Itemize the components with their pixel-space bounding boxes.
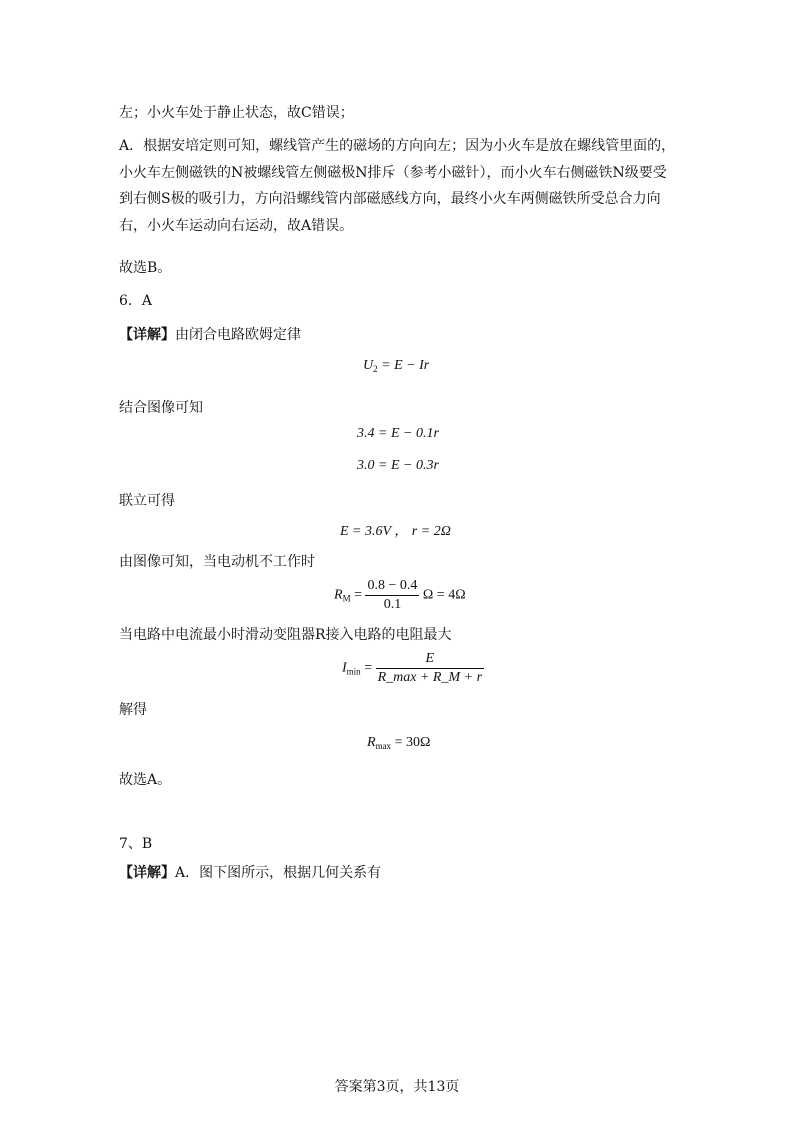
- equation-imin: $I_{min}$ = $\frac{E}{R\_\max + R\_M + r}$: [342, 651, 483, 685]
- question-heading: 7、B: [119, 836, 153, 852]
- conclusion: 故选A。: [119, 772, 172, 788]
- question-heading: 6．A: [119, 293, 153, 309]
- fraction: $\frac{0.8 - 0.4}{0.1}$: [367, 578, 418, 612]
- detail-text: 由闭合电路欧姆定律: [175, 327, 301, 343]
- paragraph-option-a: A．根据安培定则可知，螺线管产生的磁场的方向向左；因为小火车是放在螺线管里面的，小火车左侧磁铁的N被螺线管左侧磁极N排斥（参考小磁针），而小火车右侧磁铁N级要受到右侧S极的吸引力，方向沿螺线管内部磁感线方向，最终小火车两侧磁铁所受总合力向右，小火车运动向右运动，故A错误。: [119, 138, 676, 234]
- text-line: 联立可得: [119, 493, 175, 509]
- text-line: 解得: [119, 702, 147, 718]
- text-line: 左；小火车处于静止状态，故C错误；: [119, 105, 354, 121]
- equation-result: E = 3.6V ， r = 2Ω: [340, 524, 451, 539]
- detail-tag: 【详解】: [119, 327, 175, 343]
- page-footer: 答案第3页，共13页: [334, 1079, 460, 1095]
- equation-2: 3.0 = E − 0.3r: [357, 458, 439, 473]
- equation-rmax: $R_{max} = 30\Omega$: [367, 735, 431, 751]
- detail-line: [119, 322, 301, 348]
- detail-line: [119, 860, 381, 886]
- text-line: 由图像可知，当电动机不工作时: [119, 554, 315, 570]
- text-line: 结合图像可知: [119, 400, 203, 416]
- equation-ohm-law: $U_2 = E - Ir$: [363, 358, 430, 374]
- fraction: $\frac{E}{R\_\max + R\_M + r}$: [377, 651, 483, 685]
- detail-tag: 【详解】: [119, 865, 175, 881]
- equation-1: 3.4 = E − 0.1r: [357, 426, 439, 441]
- text-line: 当电路中电流最小时滑动变阻器R接入电路的电阻最大: [119, 627, 452, 643]
- conclusion: 故选B。: [119, 260, 172, 276]
- detail-text: A．图下图所示，根据几何关系有: [175, 865, 382, 881]
- equation-rm: $R_M$ = $\frac{0.8 - 0.4}{0.1}$ Ω = 4Ω: [334, 578, 466, 612]
